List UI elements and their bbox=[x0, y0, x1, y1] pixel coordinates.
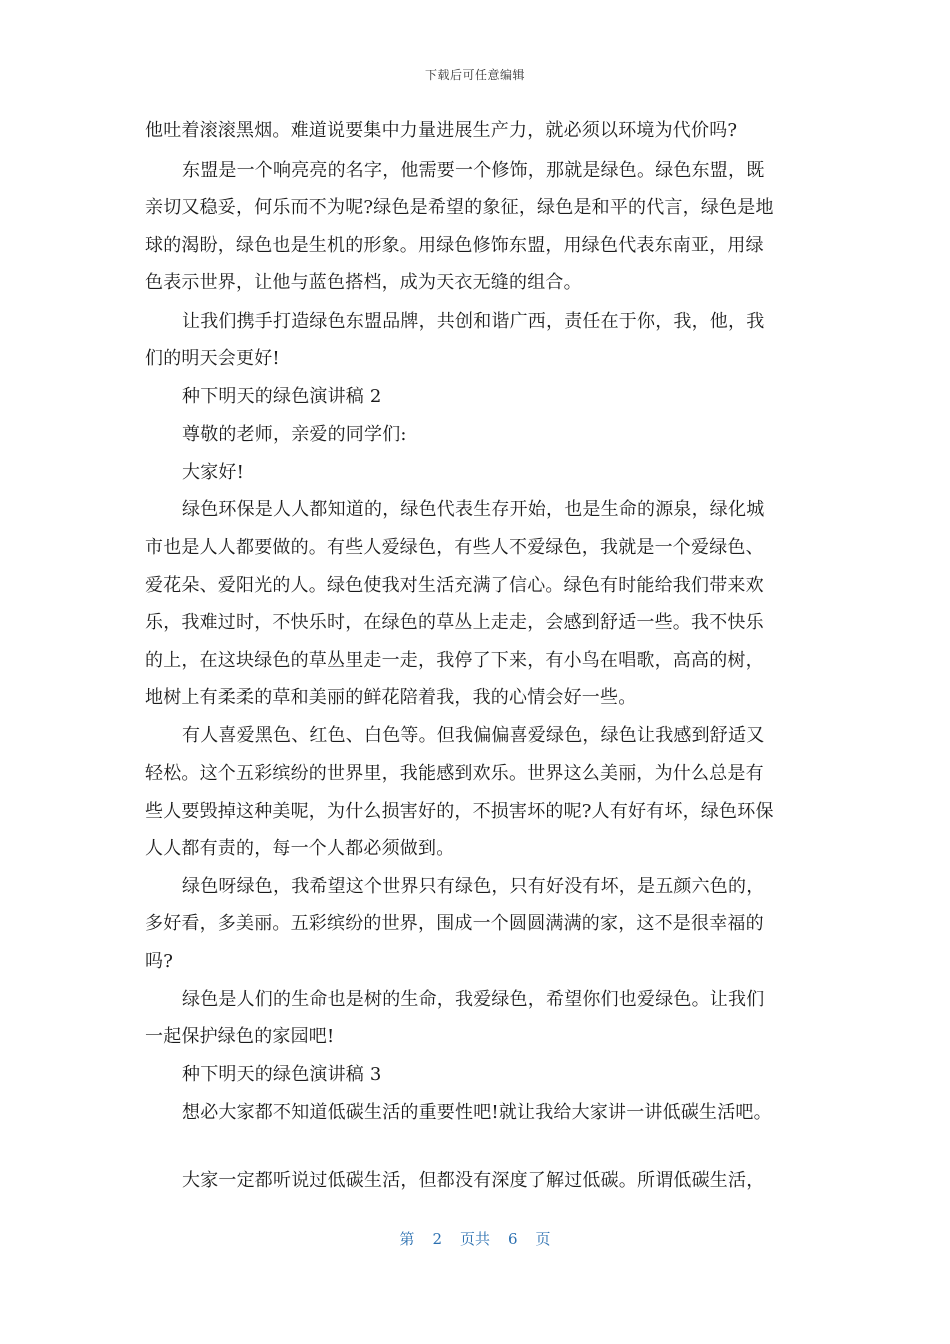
page-footer bbox=[0, 1228, 950, 1249]
section-title: 种下明天的绿色演讲稿 2 bbox=[182, 386, 382, 407]
text-line: 绿色环保是人人都知道的，绿色代表生存开始，也是生命的源泉，绿化城 bbox=[182, 499, 765, 520]
text-line: 爱花朵、爱阳光的人。绿色使我对生活充满了信心。绿色有时能给我们带来欢 bbox=[145, 575, 764, 596]
text-line: 人人都有责的，每一个人都必须做到。 bbox=[145, 838, 455, 859]
greeting: 大家好! bbox=[182, 462, 245, 483]
text-line: 些人要毁掉这种美呢，为什么损害好的，不损害坏的呢?人有好有坏，绿色环保 bbox=[145, 801, 774, 822]
footer-total-pages: 6 bbox=[508, 1230, 518, 1248]
text-line: 乐，我难过时，不快乐时，在绿色的草丛上走走，会感到舒适一些。我不快乐 bbox=[145, 612, 764, 633]
page-header-note: 下载后可任意编辑 bbox=[424, 68, 525, 82]
text-line: 轻松。这个五彩缤纷的世界里，我能感到欢乐。世界这么美丽，为什么总是有 bbox=[145, 763, 764, 784]
footer-middle: 页共 bbox=[459, 1230, 490, 1248]
text-line: 大家一定都听说过低碳生活，但都没有深度了解过低碳。所谓低碳生活， bbox=[182, 1170, 765, 1191]
footer-page-number: 2 bbox=[432, 1230, 442, 1248]
text-line: 的上，在这块绿色的草丛里走一走，我停了下来，有小鸟在唱歌，高高的树， bbox=[145, 650, 764, 671]
text-line: 绿色呀绿色，我希望这个世界只有绿色，只有好没有坏，是五颜六色的， bbox=[182, 876, 765, 897]
text-line: 吗? bbox=[145, 951, 174, 972]
text-line: 想必大家都不知道低碳生活的重要性吧!就让我给大家讲一讲低碳生活吧。 bbox=[182, 1102, 772, 1123]
text-line: 色表示世界，让他与蓝色搭档，成为天衣无缝的组合。 bbox=[145, 272, 582, 293]
footer-suffix: 页 bbox=[535, 1230, 551, 1248]
text-line: 地树上有柔柔的草和美丽的鲜花陪着我，我的心情会好一些。 bbox=[145, 687, 637, 708]
text-line: 亲切又稳妥，何乐而不为呢?绿色是希望的象征，绿色是和平的代言，绿色是地 bbox=[145, 197, 774, 218]
section-title: 种下明天的绿色演讲稿 3 bbox=[182, 1064, 382, 1085]
text-line: 多好看，多美丽。五彩缤纷的世界，围成一个圆圆满满的家，这不是很幸福的 bbox=[145, 913, 764, 934]
text-line: 们的明天会更好! bbox=[145, 348, 280, 369]
text-line: 一起保护绿色的家园吧! bbox=[145, 1026, 335, 1047]
text-line: 他吐着滚滚黑烟。难道说要集中力量进展生产力，就必须以环境为代价吗? bbox=[145, 120, 738, 141]
text-line: 绿色是人们的生命也是树的生命，我爱绿色，希望你们也爱绿色。让我们 bbox=[182, 989, 765, 1010]
text-line: 东盟是一个响亮亮的名字，他需要一个修饰，那就是绿色。绿色东盟，既 bbox=[182, 160, 765, 181]
text-line: 让我们携手打造绿色东盟品牌，共创和谐广西，责任在于你，我，他，我 bbox=[182, 311, 765, 332]
footer-prefix: 第 bbox=[399, 1230, 415, 1248]
salutation: 尊敬的老师，亲爱的同学们: bbox=[182, 424, 407, 445]
text-line: 球的渴盼，绿色也是生机的形象。用绿色修饰东盟，用绿色代表东南亚，用绿 bbox=[145, 235, 764, 256]
text-line: 有人喜爱黑色、红色、白色等。但我偏偏喜爱绿色，绿色让我感到舒适又 bbox=[182, 725, 765, 746]
text-line: 市也是人人都要做的。有些人爱绿色，有些人不爱绿色，我就是一个爱绿色、 bbox=[145, 537, 764, 558]
